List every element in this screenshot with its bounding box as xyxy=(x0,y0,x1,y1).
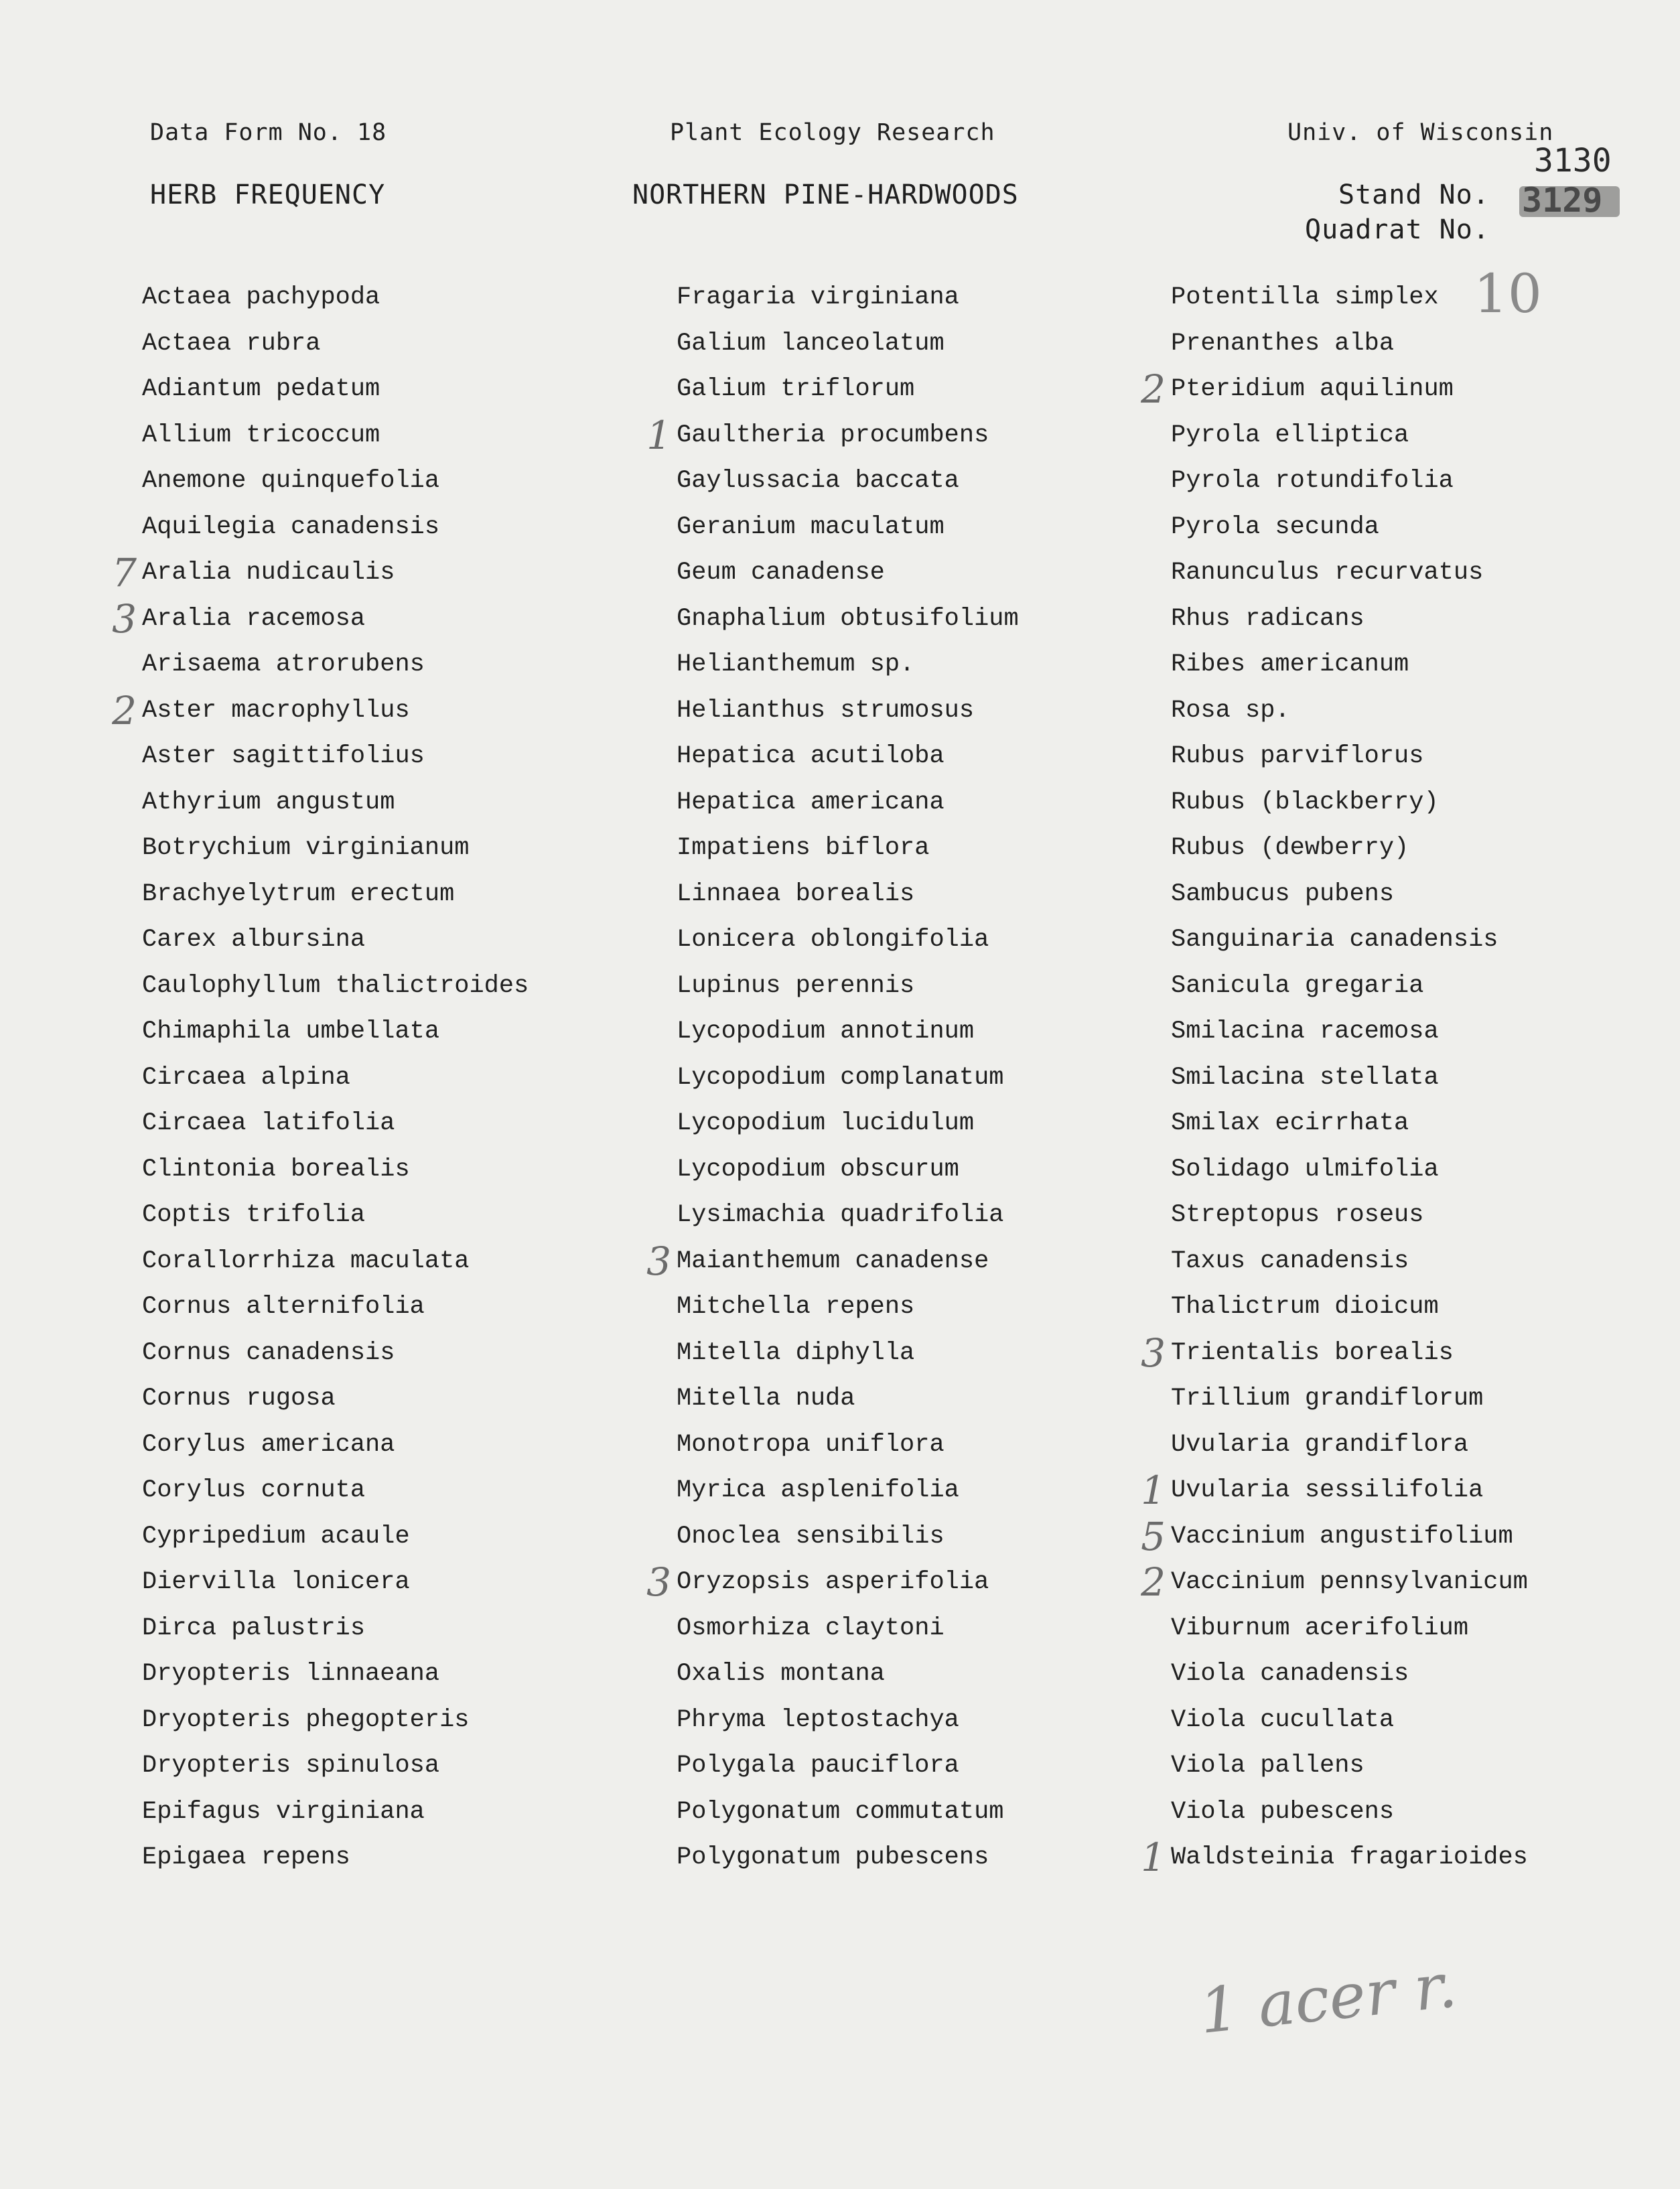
species-name: Lonicera oblongifolia xyxy=(677,926,989,954)
species-row xyxy=(1171,963,1528,1009)
species-row xyxy=(142,1514,529,1560)
species-row xyxy=(142,366,529,413)
species-row xyxy=(142,1743,529,1789)
species-name: Pteridium aquilinum xyxy=(1171,375,1454,403)
species-name: Rubus (dewberry) xyxy=(1171,834,1409,862)
species-name: Vaccinium pennsylvanicum xyxy=(1171,1568,1528,1596)
species-row xyxy=(142,1101,529,1147)
species-row xyxy=(677,366,1019,413)
species-name: Epifagus virginiana xyxy=(142,1797,425,1826)
species-row xyxy=(1171,275,1528,321)
frequency-mark-handwritten: 5 xyxy=(1141,1513,1166,1559)
species-name: Aster macrophyllus xyxy=(142,696,410,725)
species-row xyxy=(677,504,1019,551)
species-row xyxy=(142,504,529,551)
species-row xyxy=(1171,550,1528,596)
species-name: Aralia nudicaulis xyxy=(142,559,395,587)
species-row xyxy=(1141,1513,1528,1560)
species-row xyxy=(1141,366,1528,413)
frequency-mark-handwritten: 1 xyxy=(1141,1468,1166,1513)
species-row xyxy=(1171,825,1528,871)
species-row xyxy=(677,1514,1019,1560)
species-name: Gnaphalium obtusifolium xyxy=(677,604,1019,633)
species-row xyxy=(677,1101,1019,1147)
species-column-3 xyxy=(1141,275,1528,1881)
species-name: Linnaea borealis xyxy=(677,879,915,908)
species-name: Ribes americanum xyxy=(1171,650,1409,679)
form-number: Data Form No. 18 xyxy=(150,119,387,146)
species-row xyxy=(142,642,529,688)
species-name: Corallorrhiza maculata xyxy=(142,1247,470,1275)
species-name: Pyrola secunda xyxy=(1171,512,1379,541)
species-row xyxy=(142,917,529,963)
species-row xyxy=(1171,917,1528,963)
frequency-mark-handwritten: 1 xyxy=(1141,1835,1166,1880)
species-name: Brachyelytrum erectum xyxy=(142,879,455,908)
species-name: Smilacina stellata xyxy=(1171,1063,1439,1092)
species-name: Dryopteris spinulosa xyxy=(142,1752,440,1780)
species-row xyxy=(677,596,1019,642)
species-name: Circaea alpina xyxy=(142,1063,350,1092)
species-row xyxy=(142,275,529,321)
species-row xyxy=(1171,1239,1528,1285)
species-name: Monotropa uniflora xyxy=(677,1430,944,1459)
species-name: Rubus (blackberry) xyxy=(1171,788,1439,817)
species-name: Corylus cornuta xyxy=(142,1476,366,1504)
species-row xyxy=(1141,1835,1528,1881)
species-row xyxy=(142,733,529,780)
species-name: Chimaphila umbellata xyxy=(142,1017,440,1046)
species-row xyxy=(142,1239,529,1285)
species-name: Smilax ecirrhata xyxy=(1171,1109,1409,1137)
species-name: Arisaema atrorubens xyxy=(142,650,425,679)
frequency-mark-handwritten: 7 xyxy=(112,550,137,595)
species-name: Helianthemum sp. xyxy=(677,650,915,679)
species-name: Galium triflorum xyxy=(677,375,915,403)
species-name: Fragaria virginiana xyxy=(677,283,959,311)
species-name: Epigaea repens xyxy=(142,1843,350,1872)
species-name: Lycopodium lucidulum xyxy=(677,1109,975,1137)
species-name: Thalictrum dioicum xyxy=(1171,1293,1439,1321)
species-row xyxy=(142,1789,529,1835)
species-name: Hepatica americana xyxy=(677,788,944,817)
species-row xyxy=(142,1697,529,1744)
species-name: Polygonatum pubescens xyxy=(677,1843,989,1872)
species-name: Pyrola rotundifolia xyxy=(1171,467,1454,495)
species-name: Adiantum pedatum xyxy=(142,375,380,403)
species-name: Geranium maculatum xyxy=(677,512,944,541)
species-row xyxy=(1171,596,1528,642)
species-row xyxy=(677,780,1019,826)
species-row xyxy=(677,1376,1019,1422)
species-row xyxy=(677,1468,1019,1514)
species-row xyxy=(677,733,1019,780)
species-row xyxy=(142,1559,529,1606)
species-name: Circaea latifolia xyxy=(142,1109,395,1137)
species-name: Trillium grandiflorum xyxy=(1171,1385,1484,1413)
species-name: Sanicula gregaria xyxy=(1171,971,1424,1000)
frequency-mark-handwritten: 3 xyxy=(646,1559,671,1605)
species-name: Hepatica acutiloba xyxy=(677,742,944,770)
species-name: Mitchella repens xyxy=(677,1293,915,1321)
species-name: Sanguinaria canadensis xyxy=(1171,926,1498,954)
species-row xyxy=(142,1055,529,1101)
species-row xyxy=(1171,780,1528,826)
frequency-mark-handwritten: 1 xyxy=(646,412,671,458)
species-name: Cornus rugosa xyxy=(142,1385,336,1413)
species-name: Diervilla lonicera xyxy=(142,1568,410,1596)
species-name: Viola canadensis xyxy=(1171,1660,1409,1688)
species-name: Waldsteinia fragarioides xyxy=(1171,1843,1528,1872)
species-row xyxy=(646,1238,1019,1285)
species-row xyxy=(1171,733,1528,780)
species-name: Sambucus pubens xyxy=(1171,879,1395,908)
species-name: Viburnum acerifolium xyxy=(1171,1614,1469,1642)
species-name: Carex albursina xyxy=(142,926,366,954)
species-row xyxy=(1171,1147,1528,1193)
species-name: Clintonia borealis xyxy=(142,1155,410,1184)
species-name: Aster sagittifolius xyxy=(142,742,425,770)
stand-number-crossed: 3129 xyxy=(1522,181,1603,220)
species-name: Actaea rubra xyxy=(142,329,321,358)
species-name: Lycopodium obscurum xyxy=(677,1155,959,1184)
species-row xyxy=(1141,1468,1528,1514)
species-name: Uvularia grandiflora xyxy=(1171,1430,1469,1459)
species-name: Mitella nuda xyxy=(677,1385,855,1413)
species-row xyxy=(1171,1009,1528,1055)
species-name: Dryopteris phegopteris xyxy=(142,1705,470,1734)
species-row xyxy=(677,963,1019,1009)
species-row xyxy=(677,458,1019,504)
frequency-mark-handwritten: 3 xyxy=(112,595,137,642)
university-name: Univ. of Wisconsin xyxy=(1287,119,1554,146)
species-name: Uvularia sessilifolia xyxy=(1171,1476,1484,1504)
species-name: Helianthus strumosus xyxy=(677,696,975,725)
species-name: Coptis trifolia xyxy=(142,1201,366,1229)
quadrat-value-handwritten: 10 xyxy=(1474,263,1542,325)
species-row xyxy=(142,1835,529,1881)
species-row xyxy=(677,1009,1019,1055)
species-row xyxy=(1171,1284,1528,1330)
species-row xyxy=(112,595,529,642)
species-name: Vaccinium angustifolium xyxy=(1171,1522,1513,1551)
species-row xyxy=(1171,413,1528,459)
species-row xyxy=(1141,1559,1528,1606)
species-row xyxy=(1171,1743,1528,1789)
species-row xyxy=(142,1330,529,1376)
species-row xyxy=(677,1422,1019,1468)
frequency-mark-handwritten: 2 xyxy=(112,687,137,733)
species-row xyxy=(1171,1101,1528,1147)
species-row xyxy=(142,321,529,367)
frequency-mark-handwritten: 2 xyxy=(1141,366,1166,412)
species-name: Gaultheria procumbens xyxy=(677,421,989,449)
species-name: Myrica asplenifolia xyxy=(677,1476,959,1504)
species-name: Dirca palustris xyxy=(142,1614,366,1642)
species-name: Mitella diphylla xyxy=(677,1338,915,1367)
species-row xyxy=(677,1743,1019,1789)
species-name: Allium tricoccum xyxy=(142,421,380,449)
species-row xyxy=(1171,458,1528,504)
species-row xyxy=(112,687,529,734)
species-name: Lysimachia quadrifolia xyxy=(677,1201,1004,1229)
species-name: Cornus canadensis xyxy=(142,1338,395,1367)
species-row xyxy=(142,1192,529,1239)
species-row xyxy=(1171,642,1528,688)
community-title: NORTHERN PINE-HARDWOODS xyxy=(632,180,1019,210)
species-row xyxy=(677,1284,1019,1330)
species-name: Aralia racemosa xyxy=(142,604,366,633)
species-name: Dryopteris linnaeana xyxy=(142,1660,440,1688)
species-row xyxy=(142,1147,529,1193)
species-name: Polygala pauciflora xyxy=(677,1752,959,1780)
species-name: Lycopodium complanatum xyxy=(677,1063,1004,1092)
species-row xyxy=(142,1606,529,1652)
species-name: Taxus canadensis xyxy=(1171,1247,1409,1275)
species-row xyxy=(142,1422,529,1468)
species-name: Oxalis montana xyxy=(677,1660,885,1688)
species-name: Ranunculus recurvatus xyxy=(1171,559,1484,587)
species-row xyxy=(1171,1697,1528,1744)
species-row xyxy=(112,550,529,596)
species-row xyxy=(1141,1330,1528,1376)
species-name: Prenanthes alba xyxy=(1171,329,1395,358)
species-name: Onoclea sensibilis xyxy=(677,1522,944,1551)
species-row xyxy=(677,1835,1019,1881)
species-row xyxy=(1171,321,1528,367)
species-row xyxy=(1171,1789,1528,1835)
species-name: Galium lanceolatum xyxy=(677,329,944,358)
form-title: HERB FREQUENCY xyxy=(150,180,386,210)
species-row xyxy=(677,1651,1019,1697)
species-row xyxy=(142,963,529,1009)
species-name: Trientalis borealis xyxy=(1171,1338,1454,1367)
species-name: Streptopus roseus xyxy=(1171,1201,1424,1229)
frequency-mark-handwritten: 3 xyxy=(1141,1330,1166,1376)
species-column-2 xyxy=(646,275,1019,1881)
species-row xyxy=(1171,1055,1528,1101)
species-name: Cornus alternifolia xyxy=(142,1293,425,1321)
species-row xyxy=(1171,504,1528,551)
species-name: Oryzopsis asperifolia xyxy=(677,1568,989,1596)
species-row xyxy=(142,1284,529,1330)
species-row xyxy=(677,1147,1019,1193)
species-row xyxy=(677,1789,1019,1835)
stand-number-stamp: 3130 xyxy=(1534,142,1612,180)
species-row xyxy=(142,1468,529,1514)
research-title: Plant Ecology Research xyxy=(670,119,995,146)
species-name: Impatiens biflora xyxy=(677,834,930,862)
species-row xyxy=(677,1606,1019,1652)
species-name: Botrychium virginianum xyxy=(142,834,470,862)
species-row xyxy=(677,550,1019,596)
handwritten-footer-note: 1 acer r. xyxy=(1196,1949,1460,2048)
species-row xyxy=(677,688,1019,734)
species-row xyxy=(677,321,1019,367)
species-name: Osmorhiza claytoni xyxy=(677,1614,944,1642)
species-name: Smilacina racemosa xyxy=(1171,1017,1439,1046)
species-name: Viola pallens xyxy=(1171,1752,1364,1780)
species-name: Viola cucullata xyxy=(1171,1705,1395,1734)
species-name: Corylus americana xyxy=(142,1430,395,1459)
frequency-mark-handwritten: 2 xyxy=(1141,1559,1166,1605)
species-row xyxy=(677,1192,1019,1239)
species-row xyxy=(142,413,529,459)
species-name: Caulophyllum thalictroides xyxy=(142,971,529,1000)
species-name: Viola pubescens xyxy=(1171,1797,1395,1826)
species-row xyxy=(646,412,1019,459)
species-row xyxy=(142,825,529,871)
species-name: Cypripedium acaule xyxy=(142,1522,410,1551)
species-row xyxy=(677,871,1019,918)
species-name: Rosa sp. xyxy=(1171,696,1290,725)
species-row xyxy=(677,825,1019,871)
species-name: Geum canadense xyxy=(677,559,885,587)
species-name: Lycopodium annotinum xyxy=(677,1017,975,1046)
species-row xyxy=(1171,1422,1528,1468)
species-row xyxy=(142,1651,529,1697)
species-row xyxy=(646,1559,1019,1606)
species-row xyxy=(142,1376,529,1422)
species-name: Pyrola elliptica xyxy=(1171,421,1409,449)
species-row xyxy=(677,275,1019,321)
species-row xyxy=(677,1697,1019,1744)
species-row xyxy=(1171,1376,1528,1422)
species-row xyxy=(142,458,529,504)
species-name: Polygonatum commutatum xyxy=(677,1797,1004,1826)
species-row xyxy=(1171,1651,1528,1697)
species-name: Rhus radicans xyxy=(1171,604,1364,633)
strikeout-smudge xyxy=(1519,186,1620,217)
species-name: Lupinus perennis xyxy=(677,971,915,1000)
species-row xyxy=(677,1055,1019,1101)
species-row xyxy=(142,871,529,918)
frequency-mark-handwritten: 3 xyxy=(646,1238,671,1284)
species-row xyxy=(1171,688,1528,734)
species-name: Phryma leptostachya xyxy=(677,1705,959,1734)
species-row xyxy=(1171,1606,1528,1652)
species-row xyxy=(677,917,1019,963)
species-column-1 xyxy=(112,275,529,1881)
species-name: Rubus parviflorus xyxy=(1171,742,1424,770)
species-row xyxy=(1171,1192,1528,1239)
species-row xyxy=(677,1330,1019,1376)
species-name: Potentilla simplex xyxy=(1171,283,1439,311)
species-row xyxy=(142,1009,529,1055)
species-name: Actaea pachypoda xyxy=(142,283,380,311)
species-row xyxy=(142,780,529,826)
species-name: Gaylussacia baccata xyxy=(677,467,959,495)
species-name: Anemone quinquefolia xyxy=(142,467,440,495)
species-row xyxy=(1171,871,1528,918)
species-name: Solidago ulmifolia xyxy=(1171,1155,1439,1184)
species-name: Maianthemum canadense xyxy=(677,1247,989,1275)
species-row xyxy=(677,642,1019,688)
stand-label: Stand No. xyxy=(1338,180,1490,210)
quadrat-label: Quadrat No. xyxy=(1305,214,1490,245)
species-name: Athyrium angustum xyxy=(142,788,395,817)
species-name: Aquilegia canadensis xyxy=(142,512,440,541)
